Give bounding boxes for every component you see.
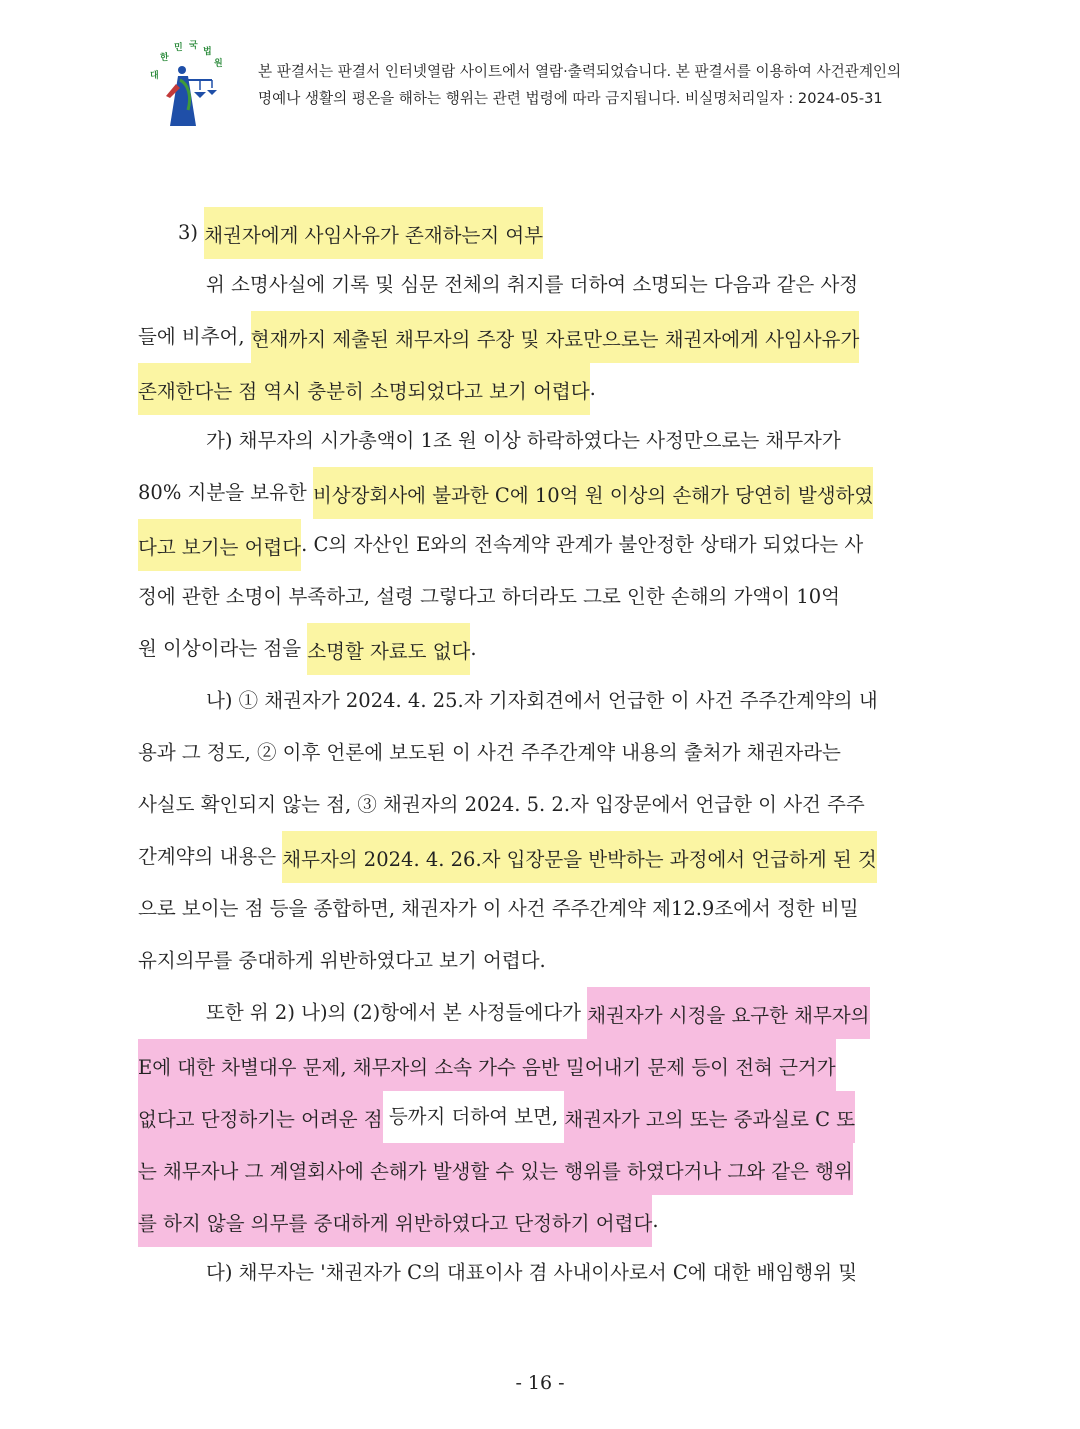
svg-text:국: 국 — [189, 41, 198, 51]
highlighted-text: 채권자가 시정을 요구한 채무자의 — [587, 987, 869, 1039]
highlighted-text: 다고 보기는 어렵다 — [138, 519, 301, 571]
paragraph-line — [138, 259, 973, 311]
line-text: 다) 채무자는 '채권자가 C의 대표이사 겸 사내이사로서 C에 대한 배임행위 및 — [206, 1261, 858, 1284]
line-text: 원 이상이라는 점을 — [138, 637, 308, 660]
svg-text:원: 원 — [214, 59, 223, 69]
line-text: . — [652, 1209, 659, 1232]
line-text: 등까지 더하여 보면, — [382, 1105, 565, 1128]
highlighted-text: E에 대한 차별대우 문제, 채무자의 소속 가수 음반 밀어내기 문제 등이 전혀 근거가 — [138, 1039, 836, 1091]
line-text: . C의 자산인 E와의 전속계약 관계가 불안정한 상태가 되었다는 사 — [301, 533, 864, 556]
paragraph-line — [138, 727, 973, 779]
line-text: 으로 보이는 점 등을 종합하면, 채권자가 이 사건 주주간계약 제12.9조에서 정한 비밀 — [138, 897, 859, 920]
paragraph-line — [138, 779, 973, 831]
line-text: 사실도 확인되지 않는 점, ③ 채권자의 2024. 5. 2.자 입장문에서 언급한 이 사건 주주 — [138, 793, 865, 816]
svg-text:민: 민 — [174, 43, 183, 53]
svg-text:한: 한 — [160, 53, 169, 63]
paragraph-line — [138, 831, 973, 883]
line-text: . — [470, 637, 477, 660]
line-text: 위 소명사실에 기록 및 심문 전체의 취지를 더하여 소명되는 다음과 같은 사정 — [206, 273, 859, 296]
highlighted-text: 채권자가 고의 또는 중과실로 C 또 — [564, 1091, 855, 1143]
highlighted-text: 현재까지 제출된 채무자의 주장 및 자료만으로는 채권자에게 사임사유가 — [251, 311, 860, 363]
section-heading — [138, 207, 973, 259]
highlighted-text: 존재한다는 점 역시 충분히 소명되었다고 보기 어렵다 — [138, 363, 590, 415]
line-text: 들에 비추어, — [138, 325, 251, 348]
paragraph-line — [138, 675, 973, 727]
paragraph-line — [138, 883, 973, 935]
paragraph-line — [138, 935, 973, 987]
court-seal-icon — [138, 40, 238, 130]
line-text: 80% 지분을 보유한 — [138, 481, 313, 504]
paragraph-line — [138, 1247, 973, 1299]
line-text: 간계약의 내용은 — [138, 845, 283, 868]
paragraph-line — [138, 1091, 973, 1143]
highlighted-text: 비상장회사에 불과한 C에 10억 원 이상의 손해가 당연히 발생하였 — [313, 467, 873, 519]
paragraph-line — [138, 1143, 973, 1195]
highlighted-text: 를 하지 않을 의무를 중대하게 위반하였다고 단정하기 어렵다 — [138, 1195, 652, 1247]
paragraph-line — [138, 519, 973, 571]
highlighted-text: 는 채무자나 그 계열회사에 손해가 발생할 수 있는 행위를 하였다거나 그와 같은 행위 — [138, 1143, 853, 1195]
paragraph-line — [138, 1039, 973, 1091]
access-notice — [258, 58, 1048, 112]
notice-line-2: 명예나 생활의 평온을 해하는 행위는 관련 법령에 따라 금지됩니다. 비실명처리일자 : 2024-05-31 — [258, 90, 883, 107]
line-text: 정에 관한 소명이 부족하고, 설령 그렇다고 하더라도 그로 인한 손해의 가액이 10억 — [138, 585, 840, 608]
court-seal-logo — [138, 40, 238, 130]
line-text: 유지의무를 중대하게 위반하였다고 보기 어렵다. — [138, 949, 546, 972]
highlighted-text: 소명할 자료도 없다 — [307, 623, 470, 675]
paragraph-line — [138, 571, 973, 623]
svg-text:대: 대 — [150, 71, 159, 81]
svg-text:법: 법 — [203, 47, 212, 57]
paragraph-line — [138, 1195, 973, 1247]
paragraph-line — [138, 311, 973, 363]
page-header — [0, 0, 1080, 140]
highlighted-text: 없다고 단정하기는 어려운 점 — [138, 1091, 383, 1143]
line-text: 또한 위 2) 나)의 (2)항에서 본 사정들에다가 — [206, 1001, 588, 1024]
line-text: 용과 그 정도, ② 이후 언론에 보도된 이 사건 주주간계약 내용의 출처가 채권자라는 — [138, 741, 841, 764]
paragraph-line — [138, 467, 973, 519]
notice-line-1: 본 판결서는 판결서 인터넷열람 사이트에서 열람·출력되었습니다. 본 판결서를 이용하여 사건관계인의 — [258, 63, 902, 80]
paragraph-line — [138, 363, 973, 415]
section-number: 3) — [178, 221, 205, 244]
highlighted-text: 채무자의 2024. 4. 26.자 입장문을 반박하는 과정에서 언급하게 된 것 — [282, 831, 876, 883]
paragraph-line — [138, 623, 973, 675]
page-number: - 16 - — [515, 1372, 565, 1394]
judgment-body — [138, 207, 973, 1299]
paragraph-line — [138, 415, 973, 467]
section-title: 채권자에게 사임사유가 존재하는지 여부 — [204, 207, 543, 259]
line-text: 가) 채무자의 시가총액이 1조 원 이상 하락하였다는 사정만으로는 채무자가 — [206, 429, 841, 452]
line-text: 나) ① 채권자가 2024. 4. 25.자 기자회견에서 언급한 이 사건 주주간계약의 내 — [206, 689, 878, 712]
paragraph-line — [138, 987, 973, 1039]
line-text: . — [589, 377, 596, 400]
